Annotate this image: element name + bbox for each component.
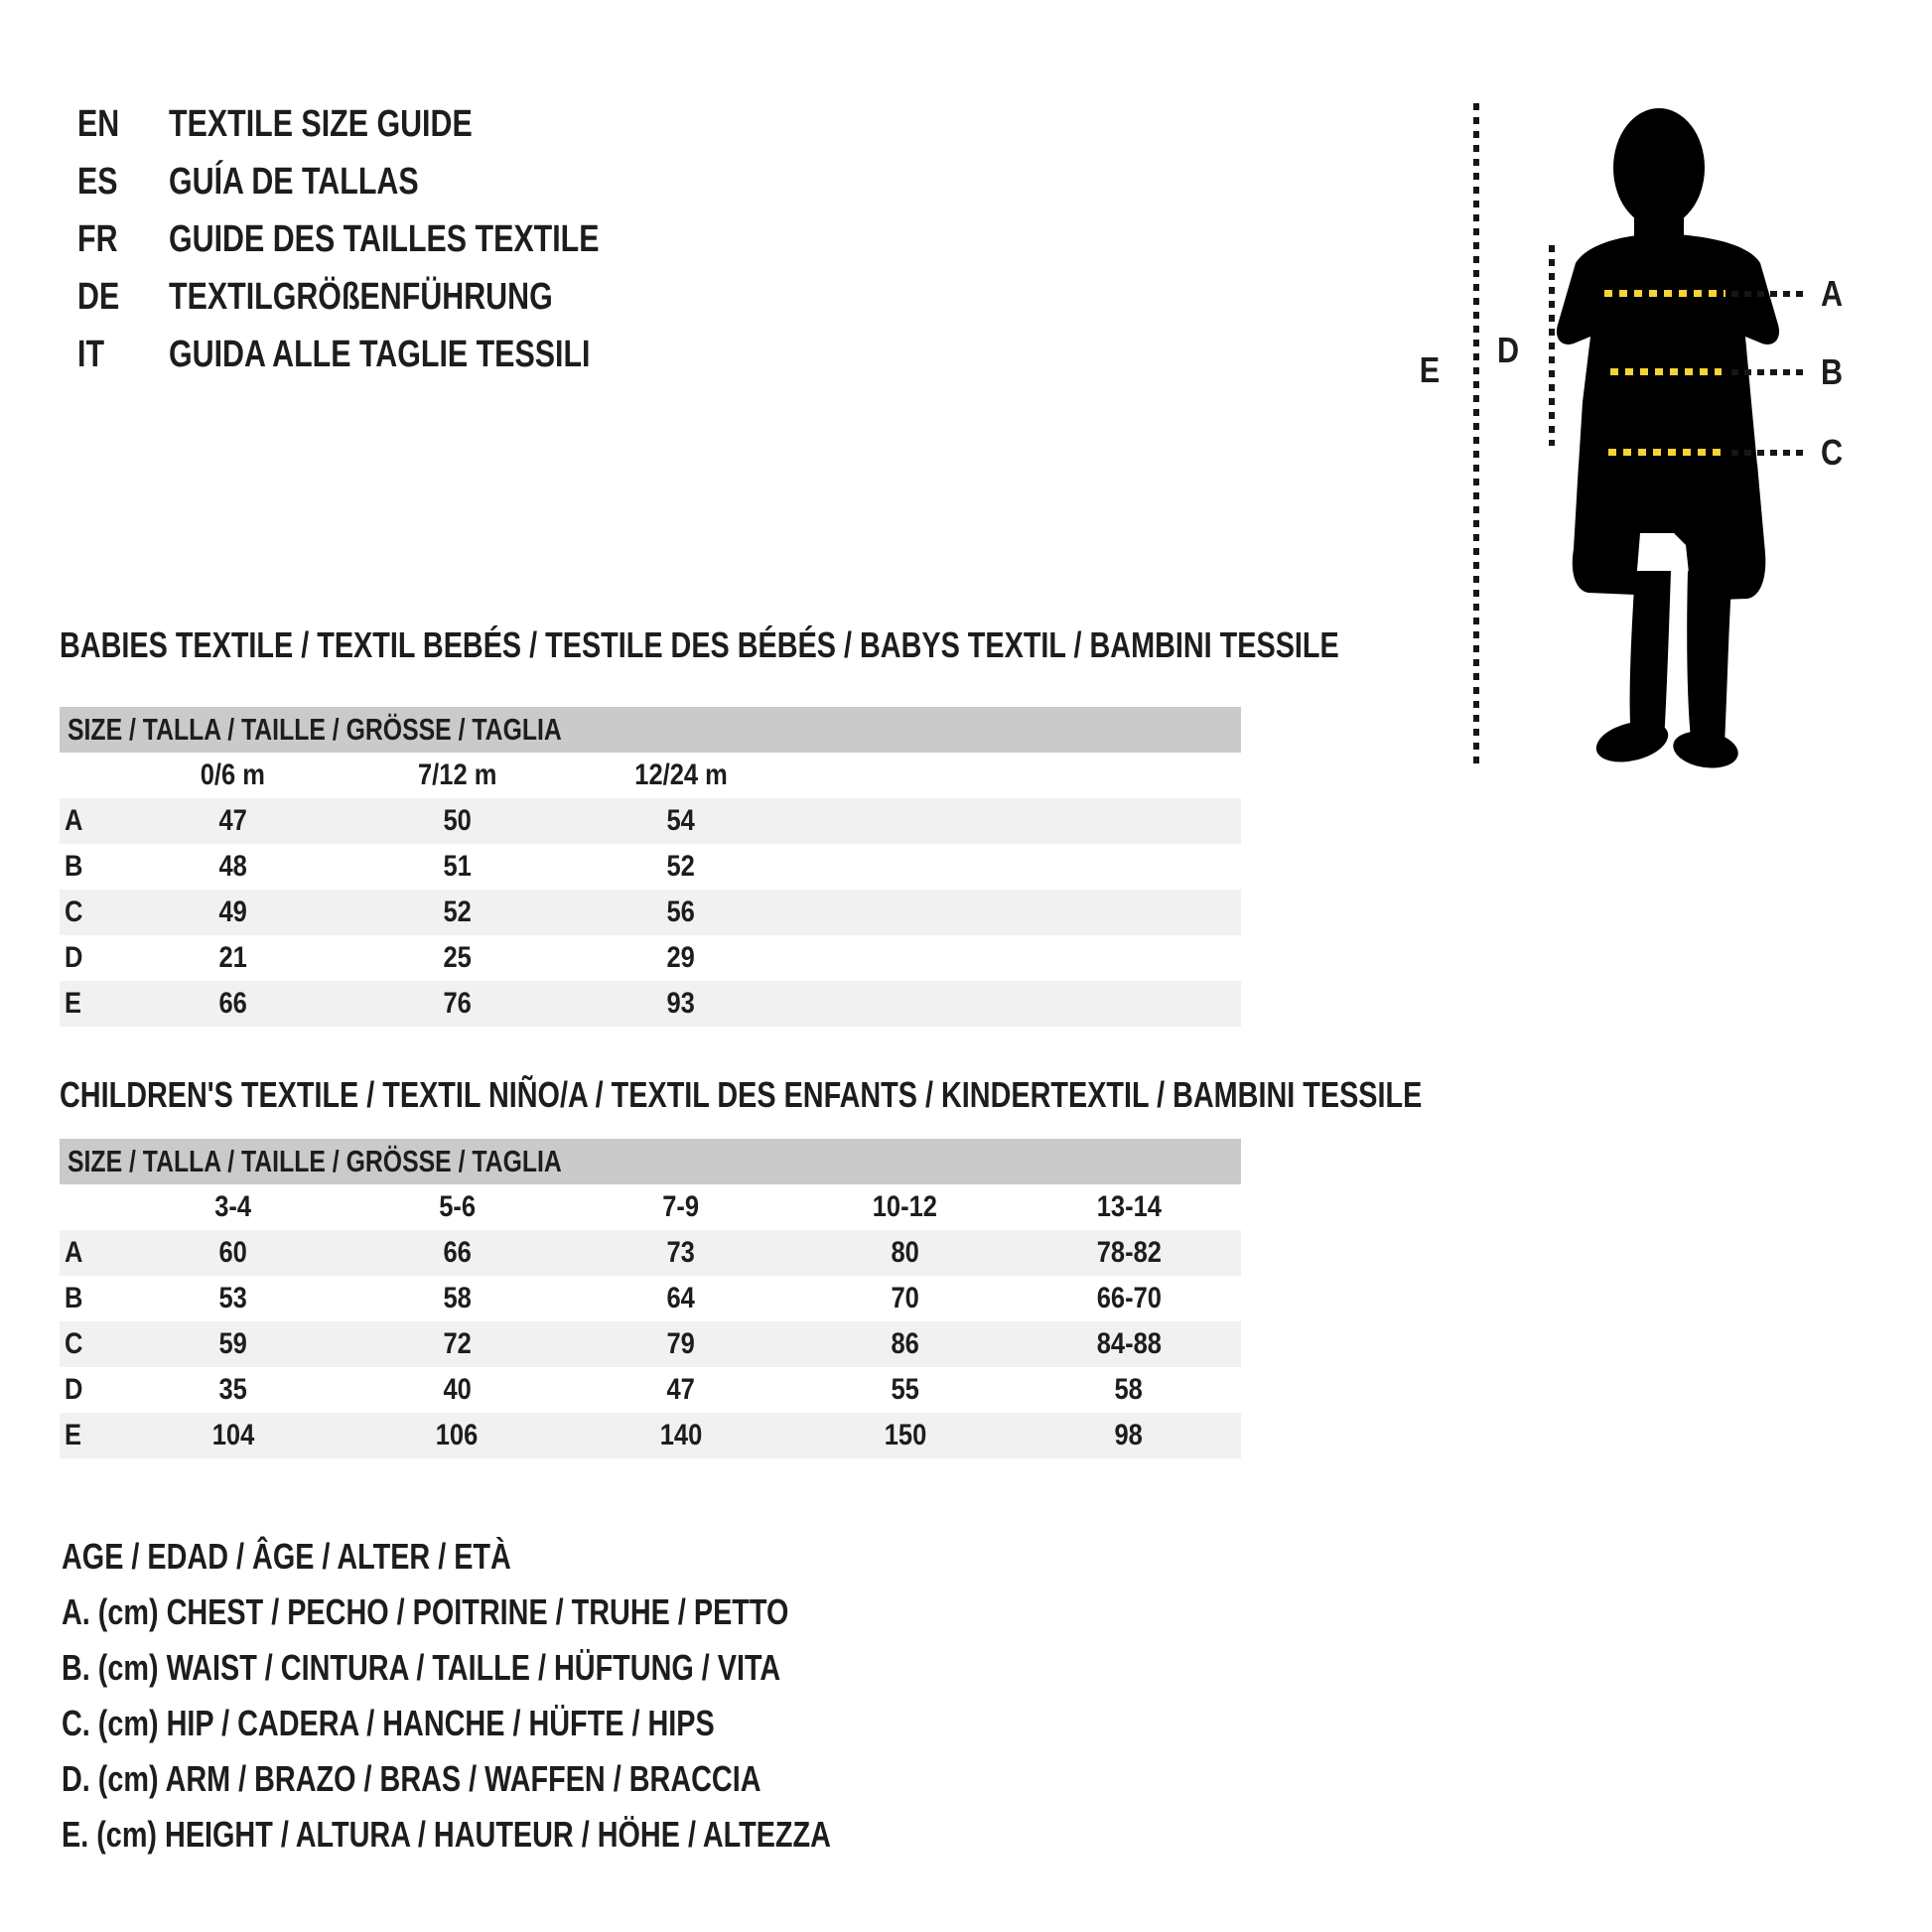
language-title: TEXTILE SIZE GUIDE [169, 102, 473, 145]
language-code: ES [77, 160, 118, 203]
figure-label-hip: C [1820, 432, 1844, 473]
table-row-e: E 66 76 93 [60, 981, 1241, 1027]
row-label: C [65, 1327, 83, 1360]
language-code: FR [77, 217, 118, 260]
language-code: EN [77, 102, 120, 145]
waist-line-yellow [1610, 368, 1722, 375]
column-header: 13-14 [1096, 1190, 1162, 1223]
column-header: 7/12 m [417, 759, 497, 791]
table-row-a: A 60 66 73 80 78-82 [60, 1230, 1241, 1276]
language-code: IT [77, 333, 105, 375]
children-size-header-bar: SIZE / TALLA / TAILLE / GRÖSSE / TAGLIA [60, 1139, 1241, 1184]
children-size-table [60, 1184, 1241, 1458]
table-row-d: D 35 40 47 55 58 [60, 1367, 1241, 1413]
measurement-legend [62, 1529, 1024, 1863]
language-title: GUIDA ALLE TAGLIE TESSILI [169, 333, 591, 375]
column-header: 5-6 [438, 1190, 476, 1223]
legend-line-waist: B. (cm) WAIST / CINTURA / TAILLE / HÜFTUNG / VITA [62, 1647, 781, 1688]
table-row-b: B 48 51 52 [60, 844, 1241, 890]
row-label: D [65, 941, 83, 974]
row-label: A [65, 804, 83, 837]
figure-label-height: E [1419, 349, 1441, 390]
table-row-e: E 104 106 140 150 98 [60, 1413, 1241, 1458]
table-header-row [60, 1184, 1241, 1230]
table-row-d: D 21 25 29 [60, 935, 1241, 981]
legend-line-height: E. (cm) HEIGHT / ALTURA / HAUTEUR / HÖHE / ALTEZZA [62, 1814, 831, 1855]
table-header-row [60, 753, 1241, 798]
row-label: B [65, 850, 83, 883]
row-label: E [65, 987, 82, 1020]
row-label: C [65, 896, 83, 928]
language-title: GUIDE DES TAILLES TEXTILE [169, 217, 600, 260]
babies-section-heading: BABIES TEXTILE / TEXTIL BEBÉS / TESTILE DES BÉBÉS / BABYS TEXTIL / BAMBINI TESSILE [60, 624, 1339, 665]
height-measure-line [1473, 103, 1479, 768]
legend-line-hip: C. (cm) HIP / CADERA / HANCHE / HÜFTE / HIPS [62, 1703, 715, 1743]
child-silhouette-graphic [1529, 94, 1827, 779]
language-row-es [77, 153, 707, 210]
table-row-c: C 49 52 56 [60, 890, 1241, 935]
row-label: A [65, 1236, 83, 1269]
chest-line-yellow [1604, 290, 1725, 297]
column-header: 12/24 m [634, 759, 728, 791]
language-title-list [77, 95, 707, 383]
figure-label-waist: B [1820, 351, 1844, 392]
column-header: 7-9 [662, 1190, 700, 1223]
legend-line-age: AGE / EDAD / ÂGE / ALTER / ETÀ [62, 1536, 511, 1577]
row-label: D [65, 1373, 83, 1406]
language-title: GUÍA DE TALLAS [169, 160, 419, 203]
legend-line-arm: D. (cm) ARM / BRAZO / BRAS / WAFFEN / BRACCIA [62, 1758, 761, 1799]
arm-measure-line [1549, 245, 1555, 446]
figure-label-chest: A [1820, 273, 1844, 314]
language-code: DE [77, 275, 120, 318]
language-row-fr [77, 210, 707, 268]
language-row-de [77, 268, 707, 326]
column-header: 10-12 [872, 1190, 938, 1223]
table-row-c: C 59 72 79 86 84-88 [60, 1321, 1241, 1367]
language-title: TEXTILGRÖßENFÜHRUNG [169, 275, 553, 318]
table-row-a: A 47 50 54 [60, 798, 1241, 844]
chest-line-leader [1731, 291, 1807, 297]
waist-line-leader [1731, 369, 1807, 375]
legend-line-chest: A. (cm) CHEST / PECHO / POITRINE / TRUHE / PETTO [62, 1591, 789, 1632]
column-header: 3-4 [214, 1190, 252, 1223]
figure-label-arm: D [1496, 330, 1520, 370]
row-label: E [65, 1419, 82, 1451]
language-row-it [77, 326, 707, 383]
row-label: B [65, 1282, 83, 1314]
children-section-heading: CHILDREN'S TEXTILE / TEXTIL NIÑO/A / TEXTIL DES ENFANTS / KINDERTEXTIL / BAMBINI TESSILE [60, 1074, 1423, 1115]
table-row-b: B 53 58 64 70 66-70 [60, 1276, 1241, 1321]
babies-size-table [60, 753, 1241, 1027]
language-row-en [77, 95, 707, 153]
babies-size-header-bar: SIZE / TALLA / TAILLE / GRÖSSE / TAGLIA [60, 707, 1241, 753]
column-header: 0/6 m [201, 759, 266, 791]
hip-line-yellow [1608, 449, 1727, 456]
hip-line-leader [1731, 450, 1807, 456]
